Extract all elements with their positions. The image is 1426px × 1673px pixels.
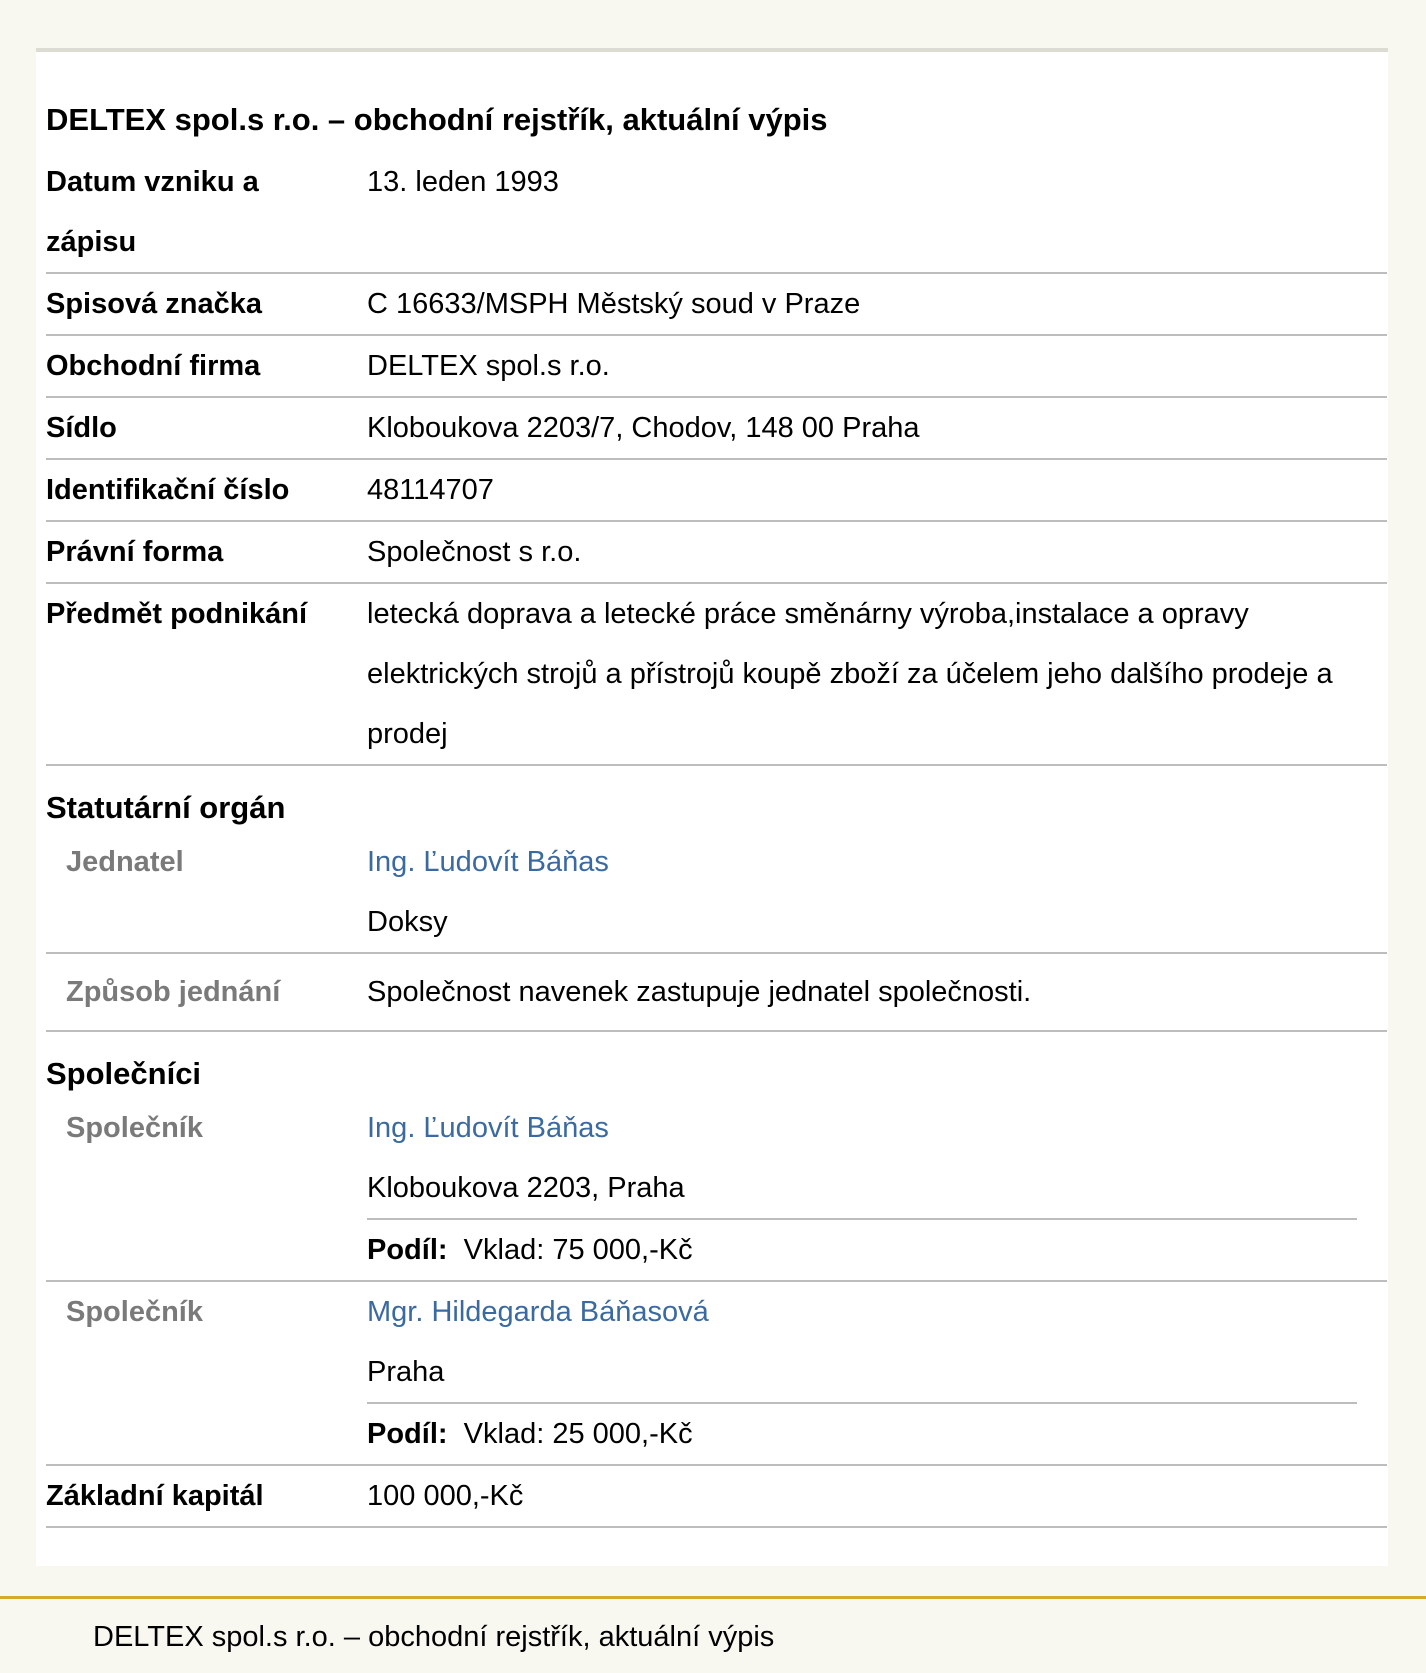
page-title: DELTEX spol.s r.o. – obchodní rejstřík, aktuální výpis (46, 102, 828, 137)
jednatel-name-link[interactable]: Ing. Ľudovít Báňas (367, 846, 609, 878)
label-ico: Identifikační číslo (46, 474, 290, 506)
value-spis: C 16633/MSPH Městský soud v Praze (367, 288, 861, 320)
row-sidlo (46, 398, 1387, 460)
register-table (46, 152, 1387, 1528)
row-ico (46, 460, 1387, 522)
podil-label: Podíl: (367, 1418, 448, 1450)
row-spolecnik-2 (46, 1282, 1387, 1466)
label-spolecnik: Společník (66, 1112, 203, 1144)
row-spis (46, 274, 1387, 336)
value-predmet: letecká doprava a letecké práce směnárny výroba,instalace a opravy elektrických strojů a přístrojů koupě zboží za účelem jeho dalšího prodeje a prodej (367, 598, 1333, 750)
jednatel-place: Doksy (367, 906, 448, 938)
label-predmet: Předmět podnikání (46, 598, 308, 630)
value-forma: Společnost s r.o. (367, 536, 582, 568)
label-spolecnik: Společník (66, 1296, 203, 1328)
spolecnik-name-link[interactable]: Mgr. Hildegarda Báňasová (367, 1296, 709, 1328)
footer (0, 1596, 1426, 1673)
row-datum (46, 152, 1387, 274)
spolecnik-address: Kloboukova 2203, Praha (367, 1172, 685, 1204)
row-forma (46, 522, 1387, 584)
label-datum: Datum vzniku a zápisu (46, 166, 259, 258)
label-firma: Obchodní firma (46, 350, 261, 382)
label-kapital: Základní kapitál (46, 1480, 264, 1512)
value-sidlo: Kloboukova 2203/7, Chodov, 148 00 Praha (367, 412, 920, 444)
label-spis: Spisová značka (46, 288, 262, 320)
spolecnik-name-link[interactable]: Ing. Ľudovít Báňas (367, 1112, 609, 1144)
row-spolecnik-1 (46, 1098, 1387, 1282)
section-spolecnici: Společníci (46, 1056, 202, 1091)
podil-divider (367, 1402, 1357, 1464)
podil-divider (367, 1218, 1357, 1280)
value-ico: 48114707 (367, 474, 494, 506)
label-zpusob: Způsob jednání (66, 976, 281, 1008)
podil-value: Vklad: 25 000,-Kč (463, 1418, 693, 1450)
label-forma: Právní forma (46, 536, 224, 568)
row-predmet (46, 584, 1387, 766)
value-datum: 13. leden 1993 (367, 166, 559, 198)
podil-value: Vklad: 75 000,-Kč (463, 1234, 693, 1266)
label-jednatel: Jednatel (66, 846, 184, 878)
register-panel (36, 48, 1388, 1566)
spolecnik-address: Praha (367, 1356, 445, 1388)
row-firma (46, 336, 1387, 398)
value-firma: DELTEX spol.s r.o. (367, 350, 610, 382)
row-kapital (46, 1466, 1387, 1528)
value-kapital: 100 000,-Kč (367, 1480, 524, 1512)
row-zpusob (46, 954, 1387, 1032)
row-jednatel (46, 832, 1387, 954)
footer-title: DELTEX spol.s r.o. – obchodní rejstřík, aktuální výpis (93, 1621, 775, 1653)
section-statutarni: Statutární orgán (46, 790, 286, 825)
value-zpusob: Společnost navenek zastupuje jednatel společnosti. (367, 976, 1032, 1008)
podil-label: Podíl: (367, 1234, 448, 1266)
label-sidlo: Sídlo (46, 412, 117, 444)
